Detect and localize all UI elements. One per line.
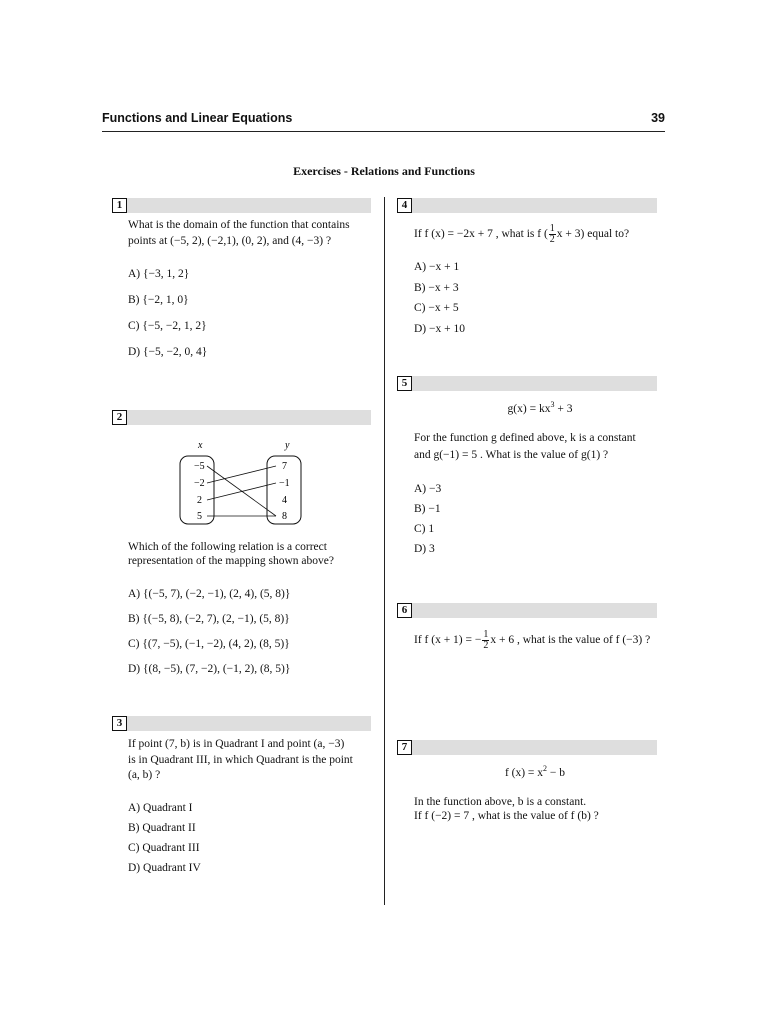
domain-value: 2	[197, 495, 202, 506]
q2-choice-b[interactable]: B) {(−5, 8), (−2, 7), (2, −1), (5, 8)}	[128, 613, 290, 625]
q5-choice-d[interactable]: D) 3	[414, 543, 435, 555]
q7-stem-line1: In the function above, b is a constant.	[414, 796, 587, 808]
q5-choice-c[interactable]: C) 1	[414, 523, 435, 535]
mapping-arrow	[207, 466, 276, 483]
q5-choice-a[interactable]: A) −3	[414, 483, 442, 495]
q7-stem-line2: If f (−2) = 7 , what is the value of f (b) ?	[414, 810, 599, 822]
q1-choice-d[interactable]: D) {−5, −2, 0, 4}	[128, 346, 208, 358]
q6-fraction	[482, 630, 489, 651]
q4-stem-part1: If f (x) = −2x + 7 , what is f (	[414, 228, 548, 240]
q1-choice-a[interactable]: A) {−3, 1, 2}	[128, 268, 190, 280]
header-rule	[102, 131, 665, 132]
q4-frac-den: 2	[549, 233, 555, 245]
question-number-4: 4	[397, 198, 412, 213]
range-value: 7	[282, 461, 287, 472]
domain-value: 5	[197, 511, 202, 522]
q6-frac-num: 1	[483, 628, 489, 640]
question-number-2: 2	[112, 410, 127, 425]
q6-stem-part2: x + 6 , what is the value of f (−3) ?	[490, 634, 651, 646]
range-value: −1	[279, 478, 290, 489]
q1-choice-c[interactable]: C) {−5, −2, 1, 2}	[128, 320, 207, 332]
question-number-7: 7	[397, 740, 412, 755]
q2-choice-d[interactable]: D) {(8, −5), (7, −2), (−1, 2), (8, 5)}	[128, 663, 291, 675]
column-divider	[384, 197, 385, 905]
q3-choice-b[interactable]: B) Quadrant II	[128, 822, 196, 834]
domain-value: −5	[194, 461, 205, 472]
q7-eq-part2: − b	[547, 766, 566, 779]
domain-value: −2	[194, 478, 205, 489]
q5-eq-part1: g(x) = kx	[507, 402, 551, 415]
q2-choice-a[interactable]: A) {(−5, 7), (−2, −1), (2, 4), (5, 8)}	[128, 588, 291, 600]
q2-stem-line2: representation of the mapping shown above?	[128, 555, 334, 567]
section-title: Exercises - Relations and Functions	[293, 164, 475, 178]
mapping-y-label: y	[285, 440, 290, 451]
mapping-x-label: x	[198, 440, 203, 451]
q6-frac-den: 2	[483, 639, 489, 651]
question-number-6: 6	[397, 603, 412, 618]
q3-stem-line2: is in Quadrant III, in which Quadrant is the point	[128, 754, 353, 766]
q7-eq-exponent: 2	[543, 764, 548, 773]
question-bar-4	[397, 198, 657, 213]
q4-stem-part2: x + 3) equal to?	[556, 228, 630, 240]
q6-stem	[414, 626, 650, 654]
question-bar-3	[112, 716, 371, 731]
question-number-5: 5	[397, 376, 412, 391]
q3-choice-d[interactable]: D) Quadrant IV	[128, 862, 201, 874]
mapping-arrow	[207, 466, 276, 516]
question-bar-2	[112, 410, 371, 425]
q2-choice-c[interactable]: C) {(7, −5), (−1, −2), (4, 2), (8, 5)}	[128, 638, 290, 650]
q5-stem-line1: For the function g defined above, k is a constant	[414, 432, 636, 444]
question-bar-1	[112, 198, 371, 213]
page-number: 39	[651, 111, 665, 125]
q3-stem-line3: (a, b) ?	[128, 769, 161, 781]
question-bar-7	[397, 740, 657, 755]
q4-fraction	[549, 224, 556, 245]
question-number-3: 3	[112, 716, 127, 731]
q7-eq-part1: f (x) = x	[504, 766, 544, 779]
q5-choice-b[interactable]: B) −1	[414, 503, 441, 515]
q4-stem	[414, 220, 629, 248]
q4-choice-d[interactable]: D) −x + 10	[414, 323, 465, 335]
q4-choice-a[interactable]: A) −x + 1	[414, 261, 460, 273]
q4-choice-b[interactable]: B) −x + 3	[414, 282, 459, 294]
q3-choice-c[interactable]: C) Quadrant III	[128, 842, 200, 854]
question-bar-6	[397, 603, 657, 618]
chapter-title: Functions and Linear Equations	[102, 111, 293, 125]
q4-frac-num: 1	[549, 222, 555, 234]
q5-eq-exponent: 3	[550, 400, 555, 409]
q7-equation	[470, 764, 600, 779]
q3-stem-line1: If point (7, b) is in Quadrant I and point (a, −3)	[128, 738, 345, 750]
mapping-arrow	[207, 483, 276, 500]
q5-stem-line2: and g(−1) = 5 . What is the value of g(1) ?	[414, 449, 609, 461]
q5-equation	[470, 400, 610, 415]
q1-stem-line1: What is the domain of the function that contains	[128, 219, 350, 231]
question-number-1: 1	[112, 198, 127, 213]
q5-eq-part2: + 3	[554, 402, 573, 415]
q6-stem-part1: If f (x + 1) = −	[414, 634, 482, 646]
range-value: 4	[282, 495, 287, 506]
q3-choice-a[interactable]: A) Quadrant I	[128, 802, 193, 814]
q1-choice-b[interactable]: B) {−2, 1, 0}	[128, 294, 189, 306]
q2-stem-line1: Which of the following relation is a correct	[128, 541, 327, 553]
range-value: 8	[282, 511, 287, 522]
question-bar-5	[397, 376, 657, 391]
mapping-diagram	[170, 436, 320, 531]
q4-choice-c[interactable]: C) −x + 5	[414, 302, 459, 314]
q1-stem-line2: points at (−5, 2), (−2,1), (0, 2), and (4, −3) ?	[128, 235, 332, 247]
